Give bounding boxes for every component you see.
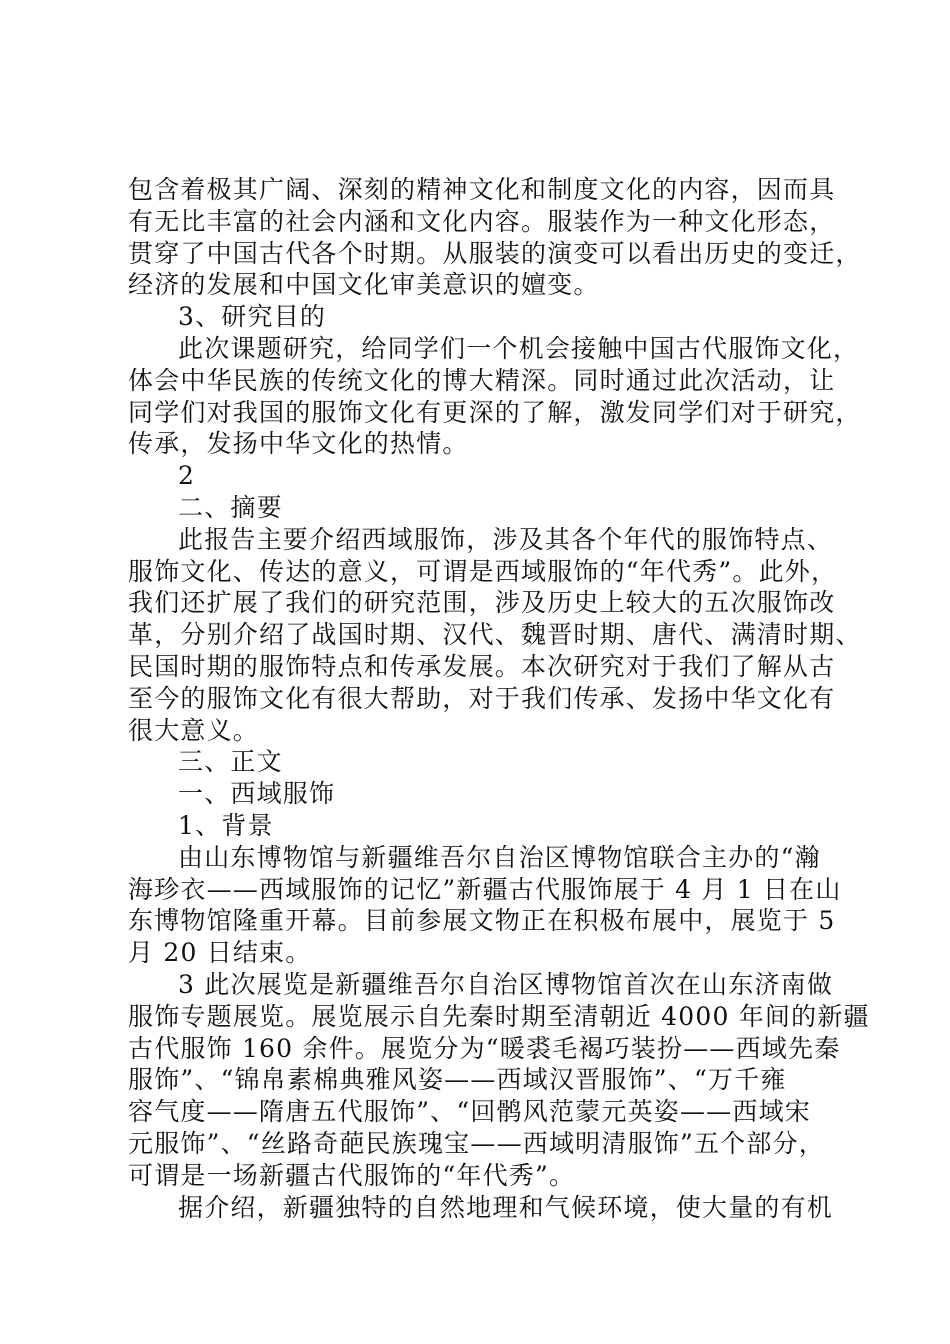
- text-line: 容气度——隋唐五代服饰”、“回鹘风范蒙元英姿——西域宋: [128, 1097, 811, 1127]
- text-line: 服饰文化、传达的意义，可谓是西域服饰的“年代秀”。此外，: [128, 556, 838, 586]
- heading-research-purpose: [128, 301, 848, 333]
- page-number-marker: [128, 460, 848, 492]
- para-exhibition: [128, 969, 870, 1192]
- para-background: [128, 842, 848, 969]
- text-line: 一、西域服饰: [178, 779, 336, 809]
- text-line: 革，分别介绍了战国时期、汉代、魏晋时期、唐代、满清时期、: [128, 620, 862, 650]
- text-line: 1、背景: [178, 810, 274, 840]
- text-line: 据介绍，新疆独特的自然地理和气候环境，使大量的有机: [178, 1192, 834, 1222]
- document-page: [128, 174, 870, 1223]
- text-line: 可谓是一场新疆古代服饰的“年代秀”。: [128, 1160, 576, 1190]
- text-line: 3 此次展览是新疆维吾尔自治区博物馆首次在山东济南做: [178, 969, 834, 999]
- text-line: 贯穿了中国古代各个时期。从服装的演变可以看出历史的变迁，: [128, 238, 862, 268]
- text-line: 3、研究目的: [178, 302, 327, 332]
- heading-western-costume: [128, 778, 848, 810]
- heading-abstract: [128, 492, 848, 524]
- text-line: 传承，发扬中华文化的热情。: [128, 429, 469, 459]
- text-line: 此报告主要介绍西域服饰，涉及其各个年代的服饰特点、: [178, 524, 834, 554]
- heading-main-text: [128, 746, 848, 778]
- text-line: 月 20 日结束。: [128, 938, 312, 968]
- text-line: 很大意义。: [128, 715, 260, 745]
- text-line: 海珍衣——西域服饰的记忆”新疆古代服饰展于 4 月 1 日在山: [128, 874, 842, 904]
- text-line: 服饰专题展览。展览展示自先秦时期至清朝近 4000 年间的新疆: [128, 1001, 870, 1031]
- text-line: 三、正文: [178, 747, 283, 777]
- para-abstract: [128, 524, 862, 747]
- text-line: 古代服饰 160 余件。展览分为“暖裘毛褐巧装扮——西域先秦: [128, 1033, 841, 1063]
- text-line: 二、摘要: [178, 492, 283, 522]
- text-line: 体会中华民族的传统文化的博大精深。同时通过此次活动，让: [128, 365, 836, 395]
- text-line: 至今的服饰文化有很大帮助，对于我们传承、发扬中华文化有: [128, 683, 836, 713]
- text-line: 由山东博物馆与新疆维吾尔自治区博物馆联合主办的“瀚: [178, 842, 821, 872]
- text-line: 服饰”、“锦帛素棉典雅风姿——西域汉晋服饰”、“万千雍: [128, 1065, 787, 1095]
- text-line: 东博物馆隆重开幕。目前参展文物正在积极布展中，展览于 5: [128, 906, 836, 936]
- text-line: 包含着极其广阔、深刻的精神文化和制度文化的内容，因而具: [128, 175, 836, 204]
- text-line: 经济的发展和中国文化审美意识的嬗变。: [128, 270, 600, 300]
- para-intro-continued: [128, 174, 862, 301]
- text-line: 有无比丰富的社会内涵和文化内容。服装作为一种文化形态，: [128, 206, 836, 236]
- text-line: 2: [178, 461, 196, 491]
- text-line: 民国时期的服饰特点和传承发展。本次研究对于我们了解从古: [128, 651, 836, 681]
- para-introduction: [128, 1192, 848, 1224]
- text-line: 我们还扩展了我们的研究范围，涉及历史上较大的五次服饰改: [128, 588, 836, 618]
- heading-background: [128, 810, 848, 842]
- para-research-purpose: [128, 333, 862, 460]
- text-line: 同学们对我国的服饰文化有更深的了解，激发同学们对于研究，: [128, 397, 862, 427]
- text-line: 此次课题研究，给同学们一个机会接触中国古代服饰文化，: [178, 333, 860, 363]
- text-line: 元服饰”、“丝路奇葩民族瑰宝——西域明清服饰”五个部分，: [128, 1128, 825, 1158]
